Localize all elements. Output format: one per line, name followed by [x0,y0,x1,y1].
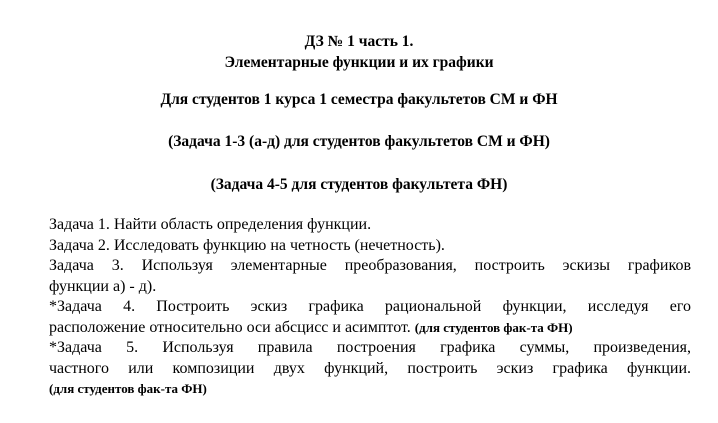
task-5-line2: частного или композиции двух функций, построить эскиз графика функции. [49,359,691,377]
task-1: Задача 1. Найти область определения функции. [49,216,372,233]
doc-tasks-fn-note: (Задача 4-5 для студентов факультета ФН) [210,176,508,193]
task-3-line2: функции а) - д). [49,277,157,295]
task-5-line1: *Задача 5. Используя правила построения графика суммы, произведения, [49,339,691,356]
task-4-line2: расположение относительно оси абсцисс и асимптот. [49,318,411,336]
task-4-audience-note: (для студентов фак-та ФН) [414,319,573,335]
doc-audience: Для студентов 1 курса 1 семестра факультетов СМ и ФН [160,91,558,108]
task-2: Задача 2. Исследовать функцию на четность (нечетность). [49,236,445,254]
task-4-line2-wrap [49,318,691,339]
task-5-audience-note: (для студентов фак-та ФН) [49,381,207,396]
doc-title-line1: ДЗ № 1 часть 1. [304,33,414,50]
task-4-line1: *Задача 4. Построить эскиз графика рациональной функции, исследуя его [49,298,691,315]
task-3-line1: Задача 3. Используя элементарные преобразования, построить эскизы графиков [49,257,691,274]
doc-tasks-all-note: (Задача 1-3 (а-д) для студентов факультетов СМ и ФН) [168,133,550,150]
doc-title-line2: Элементарные функции и их графики [224,54,494,71]
task-list [49,215,691,400]
